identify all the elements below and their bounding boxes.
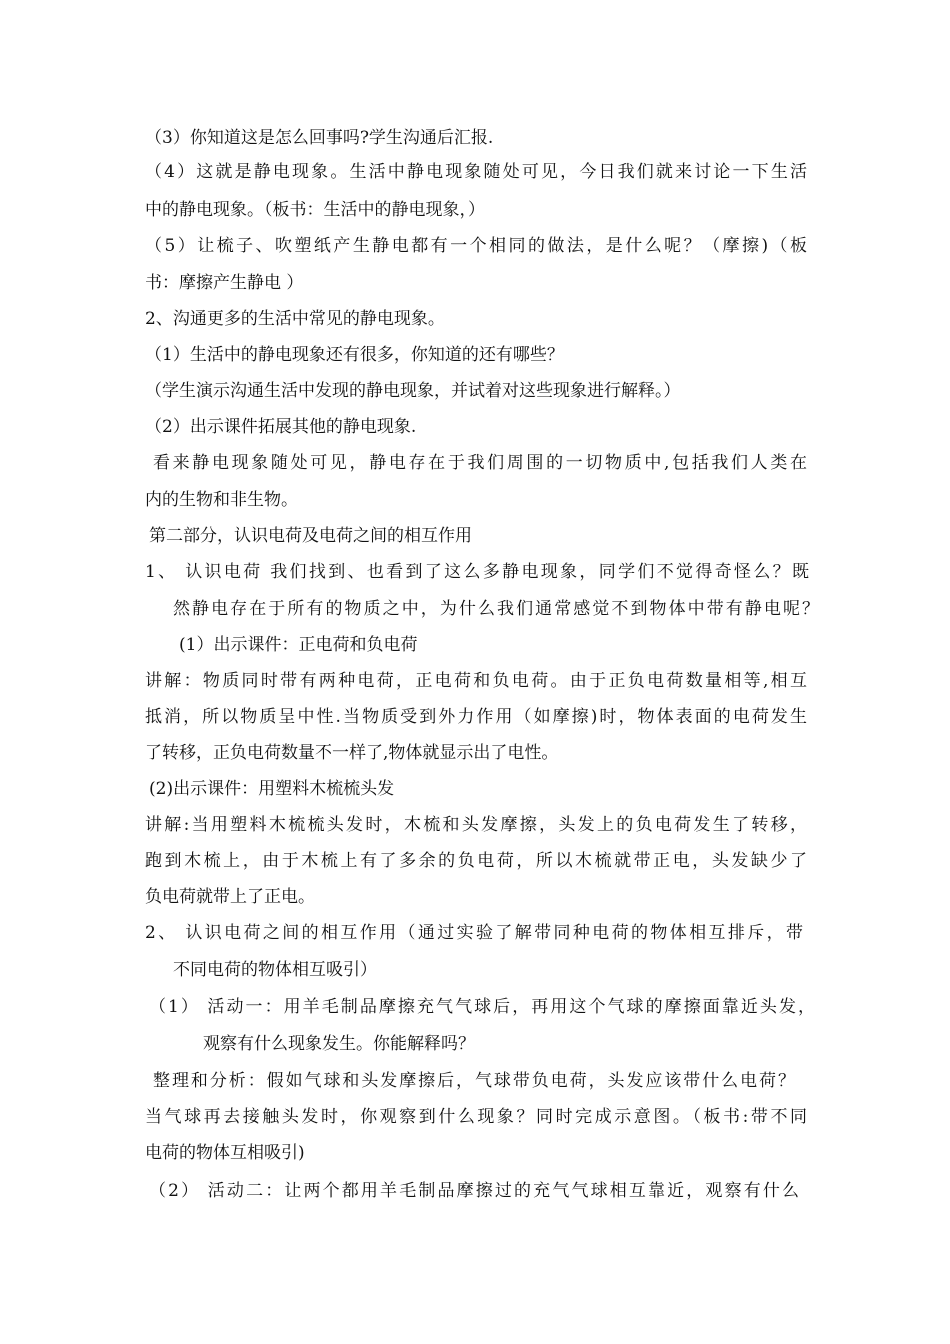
text-line: 跑到木梳上，由于木梳上有了多余的负电荷，所以木梳就带正电，头发缺少了 — [145, 851, 807, 871]
text-line: 2、 认识电荷之间的相互作用（通过实验了解带同种电荷的物体相互排斥，带 — [145, 923, 803, 943]
text-line: 看来静电现象随处可见，静电存在于我们周围的一切物质中,包括我们人类在 — [153, 453, 807, 473]
text-line: 内的生物和非生物。 — [145, 490, 298, 510]
text-line: 整理和分析：假如气球和头发摩擦后，气球带负电荷，头发应该带什么电荷？ — [153, 1071, 795, 1091]
text-line: 书：摩擦产生静电 ） — [145, 273, 304, 293]
text-line: （2）出示课件拓展其他的静电现象. — [145, 417, 417, 437]
text-line: （1）生活中的静电现象还有很多，你知道的还有哪些？ — [145, 345, 564, 365]
text-line: （4）这就是静电现象。生活中静电现象随处可见，今日我们就来讨论一下生活 — [145, 162, 807, 182]
text-line: 负电荷就带上了正电。 — [145, 887, 315, 907]
section-heading: 第二部分，认识电荷及电荷之间的相互作用 — [149, 526, 472, 546]
text-line: (1）出示课件：正电荷和负电荷 — [179, 635, 418, 655]
text-line: 不同电荷的物体相互吸引） — [173, 960, 377, 980]
text-line: 电荷的物体互相吸引) — [145, 1143, 305, 1163]
text-line: 讲解：物质同时带有两种电荷，正电荷和负电荷。由于正负电荷数量相等,相互 — [145, 671, 807, 691]
text-line: （1） 活动一：用羊毛制品摩擦充气气球后，再用这个气球的摩擦面靠近头发， — [149, 997, 815, 1017]
text-line: （2） 活动二：让两个都用羊毛制品摩擦过的充气气球相互靠近，观察有什么 — [149, 1181, 799, 1201]
text-line: 了转移，正负电荷数量不一样了,物体就显示出了电性。 — [145, 743, 559, 763]
text-line: 当气球再去接触头发时，你观察到什么现象？同时完成示意图。（板书:带不同 — [145, 1107, 807, 1127]
text-line: 讲解:当用塑料木梳梳头发时，木梳和头发摩擦，头发上的负电荷发生了转移， — [145, 815, 807, 835]
text-line: 2、沟通更多的生活中常见的静电现象。 — [145, 309, 445, 329]
text-line: （学生演示沟通生活中发现的静电现象，并试着对这些现象进行解释。） — [145, 381, 681, 401]
text-line: 观察有什么现象发生。你能解释吗？ — [203, 1034, 475, 1054]
text-line: 然静电存在于所有的物质之中，为什么我们通常感觉不到物体中带有静电呢？ — [173, 599, 819, 619]
text-line: 抵消，所以物质呈中性.当物质受到外力作用（如摩擦)时，物体表面的电荷发生 — [145, 707, 807, 727]
text-line: （5）让梳子、吹塑纸产生静电都有一个相同的做法，是什么呢？（摩擦)（板 — [145, 236, 807, 256]
text-line: (2)出示课件：用塑料木梳梳头发 — [149, 779, 395, 799]
text-line: 中的静电现象。（板书：生活中的静电现象，） — [145, 200, 485, 220]
text-line: 1、 认识电荷 我们找到、也看到了这么多静电现象，同学们不觉得奇怪么？既 — [145, 562, 809, 582]
text-line: （3）你知道这是怎么回事吗?学生沟通后汇报. — [145, 128, 494, 148]
